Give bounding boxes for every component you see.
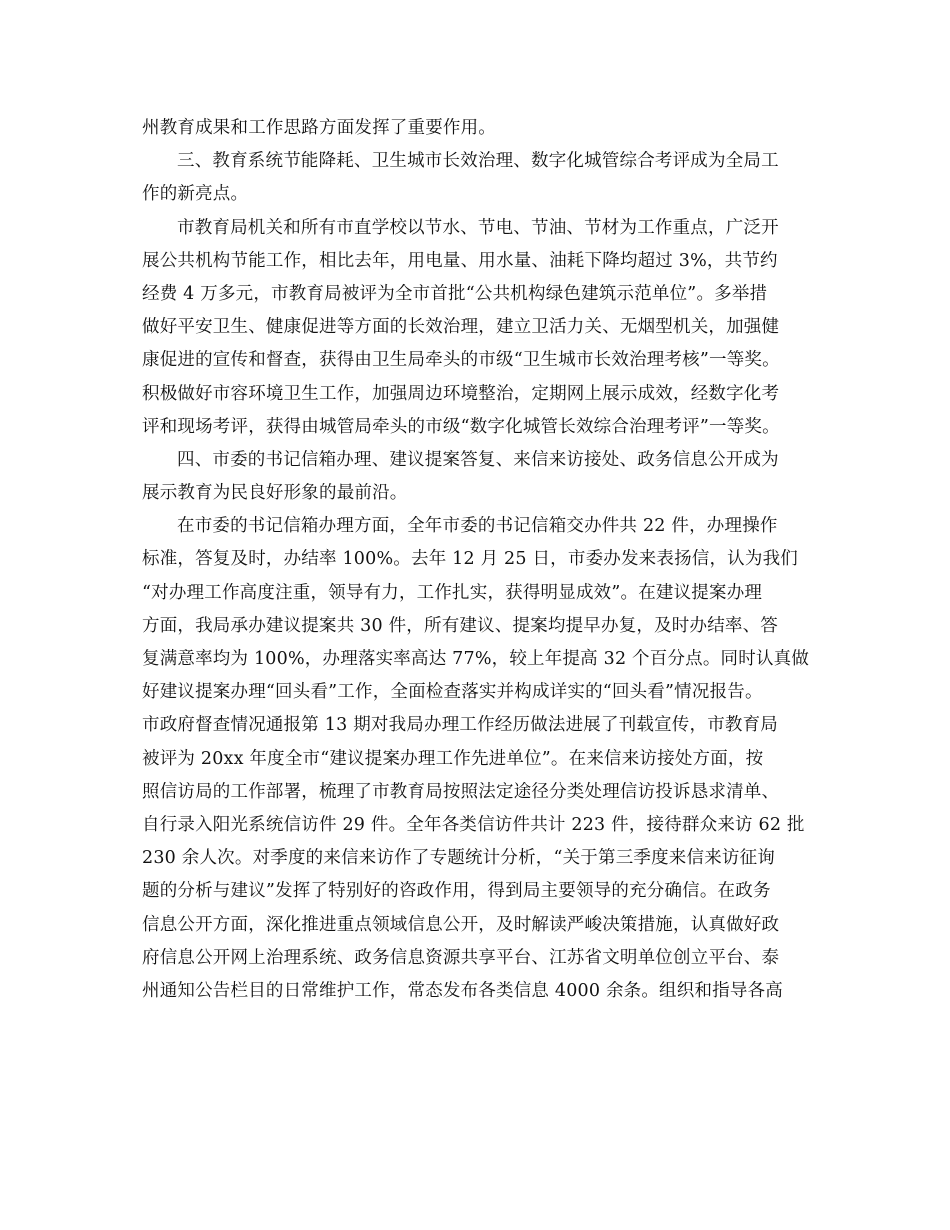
text-line: 做好平安卫生、健康促进等方面的长效治理，建立卫活力关、无烟型机关，加强健: [142, 317, 780, 338]
text-line: 州教育成果和工作思路方面发挥了重要作用。: [142, 118, 496, 138]
text-line: 自行录入阳光系统信访件 29 件。全年各类信访件共计 223 件，接待群众来访 62 批: [142, 814, 805, 835]
text-line: 展公共机构节能工作，相比去年，用电量、用水量、油耗下降均超过 3%，共节约: [142, 250, 778, 271]
text-line: 方面，我局承办建议提案共 30 件，所有建议、提案均提早办复，及时办结率、答: [142, 615, 778, 636]
section-heading-cont: 展示教育为民良好形象的最前沿。: [142, 483, 408, 504]
text-line: 市政府督查情况通报第 13 期对我局办理工作经历做法进展了刊载宣传，市教育局: [142, 715, 778, 736]
text-line: 康促进的宣传和督查，获得由卫生局牵头的市级“卫生城市长效治理考核”一等奖。: [142, 350, 780, 371]
text-line: 被评为 20xx 年度全市“建议提案办理工作先进单位”。在来信来访接处方面，按: [142, 748, 764, 769]
text-line: 经费 4 万多元，市教育局被评为全市首批“公共机构绿色建筑示范单位”。多举措: [142, 283, 768, 304]
text-line: 信息公开方面，深化推进重点领域信息公开，及时解读严峻决策措施，认真做好政: [142, 914, 780, 935]
text-line: 积极做好市容环境卫生工作，加强周边环境整治，定期网上展示成效，经数字化考: [142, 383, 780, 404]
text-line: 州通知公告栏目的日常维护工作，常态发布各类信息 4000 余条。组织和指导各高: [142, 980, 783, 1001]
text-line: 标准，答复及时，办结率 100%。去年 12 月 25 日，市委办发来表扬信，认为我们: [142, 549, 798, 570]
text-line: 好建议提案办理“回头看”工作，全面检查落实并构成详实的“回头看”情况报告。: [142, 682, 763, 703]
text-line: 复满意率均为 100%，办理落实率高达 77%，较上年提高 32 个百分点。同时认真做: [142, 649, 810, 669]
text-line: 府信息公开网上治理系统、政务信息资源共享平台、江苏省文明单位创立平台、泰: [142, 947, 780, 968]
text-line: “对办理工作高度注重，领导有力，工作扎实，获得明显成效”。在建议提案办理: [142, 582, 763, 603]
text-line: 市教育局机关和所有市直学校以节水、节电、节油、节材为工作重点，广泛开: [177, 217, 779, 238]
document-page: [142, 112, 820, 1008]
section-heading: 三、教育系统节能降耗、卫生城市长效治理、数字化城管综合考评成为全局工: [177, 151, 779, 172]
text-line: 照信访局的工作部署，梳理了市教育局按照法定途径分类处理信访投诉恳求清单、: [142, 781, 780, 802]
text-line: 评和现场考评，获得由城管局牵头的市级“数字化城管长效综合治理考评”一等奖。: [142, 416, 780, 437]
text-line: 在市委的书记信箱办理方面，全年市委的书记信箱交办件共 22 件，办理操作: [177, 516, 778, 537]
text-line: 230 余人次。对季度的来信来访作了专题统计分析，“关于第三季度来信来访征询: [142, 848, 776, 869]
section-heading-cont: 作的新亮点。: [142, 184, 249, 205]
text-line: 题的分析与建议”发挥了特别好的咨政作用，得到局主要领导的充分确信。在政务: [142, 881, 771, 902]
section-heading: 四、市委的书记信箱办理、建议提案答复、来信来访接处、政务信息公开成为: [177, 449, 779, 470]
